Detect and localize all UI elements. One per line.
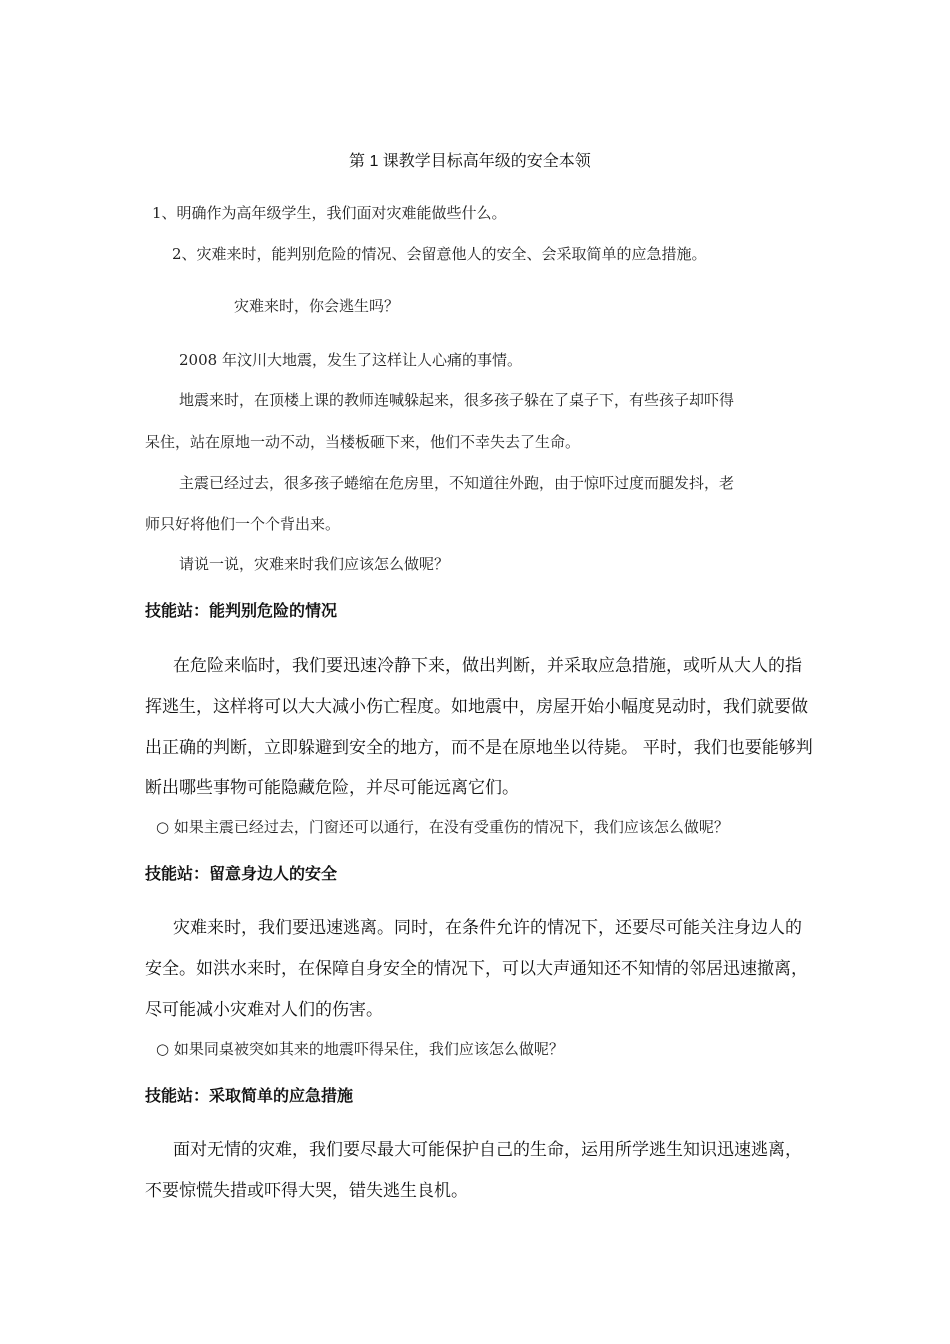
section-2-line-2: 安全。如洪水来时，在保障自身安全的情况下，可以大声通知还不知情的邻居迅速撤离， — [145, 959, 808, 978]
section-2-line-1: 灾难来时，我们要迅速逃离。同时，在条件允许的情况下，还要尽可能关注身边人的 — [173, 918, 802, 937]
section-2-question: ○ 如果同桌被突如其来的地震吓得呆住，我们应该怎么做呢？ — [156, 1040, 564, 1058]
section-heading-others-safety: 技能站：留意身边人的安全 — [145, 866, 338, 883]
section-1-line-1: 在危险来临时，我们要迅速冷静下来，做出判断，并采取应急措施，或听从大人的指 — [173, 656, 802, 675]
section-1-line-3: 出正确的判断，立即躲避到安全的地方，而不是在原地坐以待毙。 平时，我们也要能够判 — [145, 738, 813, 757]
section-2-line-3: 尽可能减小灾难对人们的伤害。 — [145, 1000, 383, 1019]
story-question: 请说一说，灾难来时我们应该怎么做呢？ — [179, 555, 450, 573]
section-1-line-2: 挥逃生，这样将可以大大减小伤亡程度。如地震中，房屋开始小幅度晃动时，我们就要做 — [145, 697, 808, 716]
section-3-line-2: 不要惊慌失措或吓得大哭，错失逃生良机。 — [145, 1181, 468, 1200]
objective-2: 2、灾难来时，能判别危险的情况、会留意他人的安全、会采取简单的应急措施。 — [172, 245, 707, 263]
story-paragraph-1-line-2: 呆住，站在原地一动不动，当楼板砸下来，他们不幸失去了生命。 — [145, 433, 581, 451]
story-paragraph-1-line-1: 地震来时，在顶楼上课的教师连喊躲起来，很多孩子躲在了桌子下，有些孩子却吓得 — [179, 391, 735, 409]
story-intro: 2008 年汶川大地震，发生了这样让人心痛的事情。 — [179, 351, 522, 369]
section-1-line-4: 断出哪些事物可能隐藏危险，并尽可能远离它们。 — [145, 778, 519, 797]
section-3-line-1: 面对无情的灾难，我们要尽最大可能保护自己的生命，运用所学逃生知识迅速逃离， — [173, 1140, 802, 1159]
page-title: 第 1 课教学目标高年级的安全本领 — [349, 153, 591, 170]
objective-1: 1、明确作为高年级学生，我们面对灾难能做些什么。 — [152, 204, 507, 222]
story-paragraph-2-line-1: 主震已经过去，很多孩子蜷缩在危房里，不知道往外跑，由于惊吓过度而腿发抖，老 — [179, 474, 735, 492]
section-heading-emergency-measures: 技能站：采取简单的应急措施 — [145, 1088, 354, 1105]
section-1-question: ○ 如果主震已经过去，门窗还可以通行，在没有受重伤的情况下，我们应该怎么做呢？ — [156, 818, 729, 836]
story-paragraph-2-line-2: 师只好将他们一个个背出来。 — [145, 515, 341, 533]
subheading: 灾难来时，你会逃生吗？ — [234, 297, 400, 315]
section-heading-identify-danger: 技能站：能判别危险的情况 — [145, 603, 338, 620]
